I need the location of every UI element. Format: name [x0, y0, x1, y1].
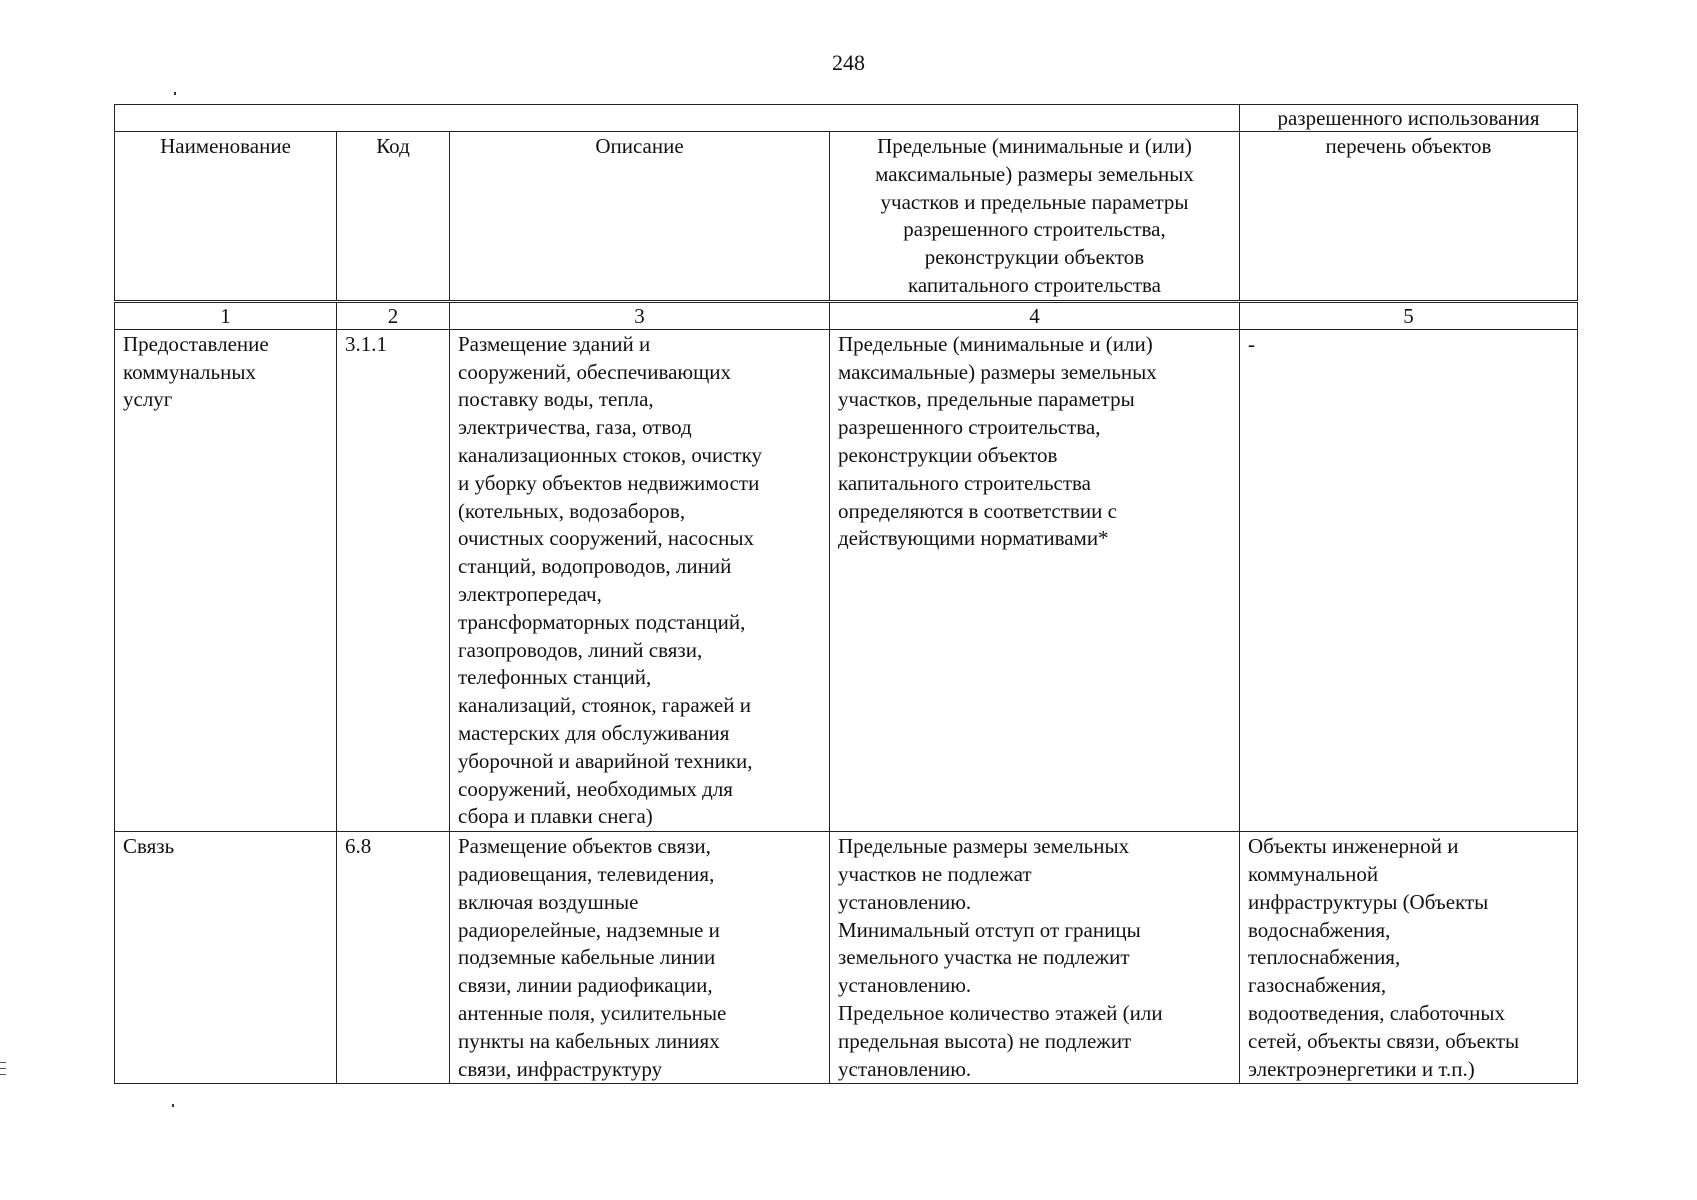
row-code: 6.8 — [345, 834, 372, 859]
row-objects: Объекты инженерной и коммунальной инфраструктуры (Объекты водоснабжения, теплоснабжения, газоснабжения, водоотведения, слаботочных сетей, объекты связи, объекты электроэнергетики и т.п.) — [1248, 834, 1520, 1081]
table-header-continuation-row — [115, 105, 1578, 132]
header-objects-list-text: перечень объектов — [1325, 134, 1492, 158]
row-objects: - — [1248, 331, 1255, 356]
row-limits: Предельные размеры земельных участков не подлежат установлению. Минимальный отступ от границы земельного участка не подлежит установлению. Предельное количество этажей (или предельная высота) не подлежит установлению. — [838, 834, 1163, 1081]
column-number-1: 1 — [115, 301, 337, 329]
header-description — [450, 132, 830, 302]
header-objects-list — [1240, 132, 1578, 302]
table-row — [115, 329, 1578, 831]
scan-speck-bottom — [172, 1104, 174, 1107]
land-use-table — [114, 104, 1578, 1084]
page-number: 248 — [832, 50, 865, 75]
column-number-row — [115, 301, 1578, 329]
header-continuation-empty-cell — [115, 105, 1240, 132]
row-description-cell — [450, 832, 830, 1084]
header-code — [337, 132, 450, 302]
column-number-3: 3 — [450, 301, 830, 329]
row-code-cell — [337, 832, 450, 1084]
table-row — [115, 832, 1578, 1084]
header-name-text: Наименование — [160, 134, 291, 158]
row-code-cell — [337, 329, 450, 831]
row-name: Предоставление коммунальных услуг — [123, 331, 269, 412]
row-name: Связь — [123, 834, 175, 859]
scan-speck-top — [174, 92, 176, 95]
header-permitted-use-cell: разрешенного использования — [1240, 105, 1578, 132]
row-limits-cell — [830, 832, 1240, 1084]
header-limits — [830, 132, 1240, 302]
row-objects-cell — [1240, 329, 1578, 831]
row-code: 3.1.1 — [345, 331, 387, 356]
row-name-cell — [115, 832, 337, 1084]
column-number-2: 2 — [337, 301, 450, 329]
column-number-4: 4 — [830, 301, 1240, 329]
header-description-text: Описание — [595, 134, 684, 158]
row-description-cell — [450, 329, 830, 831]
row-objects-cell — [1240, 832, 1578, 1084]
header-name — [115, 132, 337, 302]
row-description: Размещение объектов связи, радиовещания, телевидения, включая воздушные радиорелейные, надземные и подземные кабельные линии связи, линии радиофикации, антенные поля, усилительные пункты на кабельных линиях связи, инфраструктуру — [458, 834, 727, 1081]
row-name-cell — [115, 329, 337, 831]
header-limits-text: Предельные (минимальные и (или) максимальные) размеры земельных участков и предельные параметры разрешенного строительства, реконструкции объектов капитального строительства — [875, 134, 1194, 297]
column-number-5: 5 — [1240, 301, 1578, 329]
row-limits-cell — [830, 329, 1240, 831]
header-code-text: Код — [376, 134, 410, 158]
row-limits: Предельные (минимальные и (или) максимальные) размеры земельных участков, предельные параметры разрешенного строительства, реконструкции объектов капитального строительства определяются в соответствии с действующими нормативами* — [838, 331, 1157, 551]
scan-edge-marks — [0, 1062, 6, 1084]
table-header-row — [115, 132, 1578, 302]
row-description: Размещение зданий и сооружений, обеспечивающих поставку воды, тепла, электричества, газа, отвод канализационных стоков, очистку и уборку объектов недвижимости (котельных, водозаборов, очистных сооружений, насосных станций, водопроводов, линий электропередач, трансформаторных подстанций, газопроводов, линий связи, телефонных станций, канализаций, стоянок, гаражей и мастерских для обслуживания уборочной и аварийной техники, сооружений, необходимых для сбора и плавки снега) — [458, 331, 763, 829]
